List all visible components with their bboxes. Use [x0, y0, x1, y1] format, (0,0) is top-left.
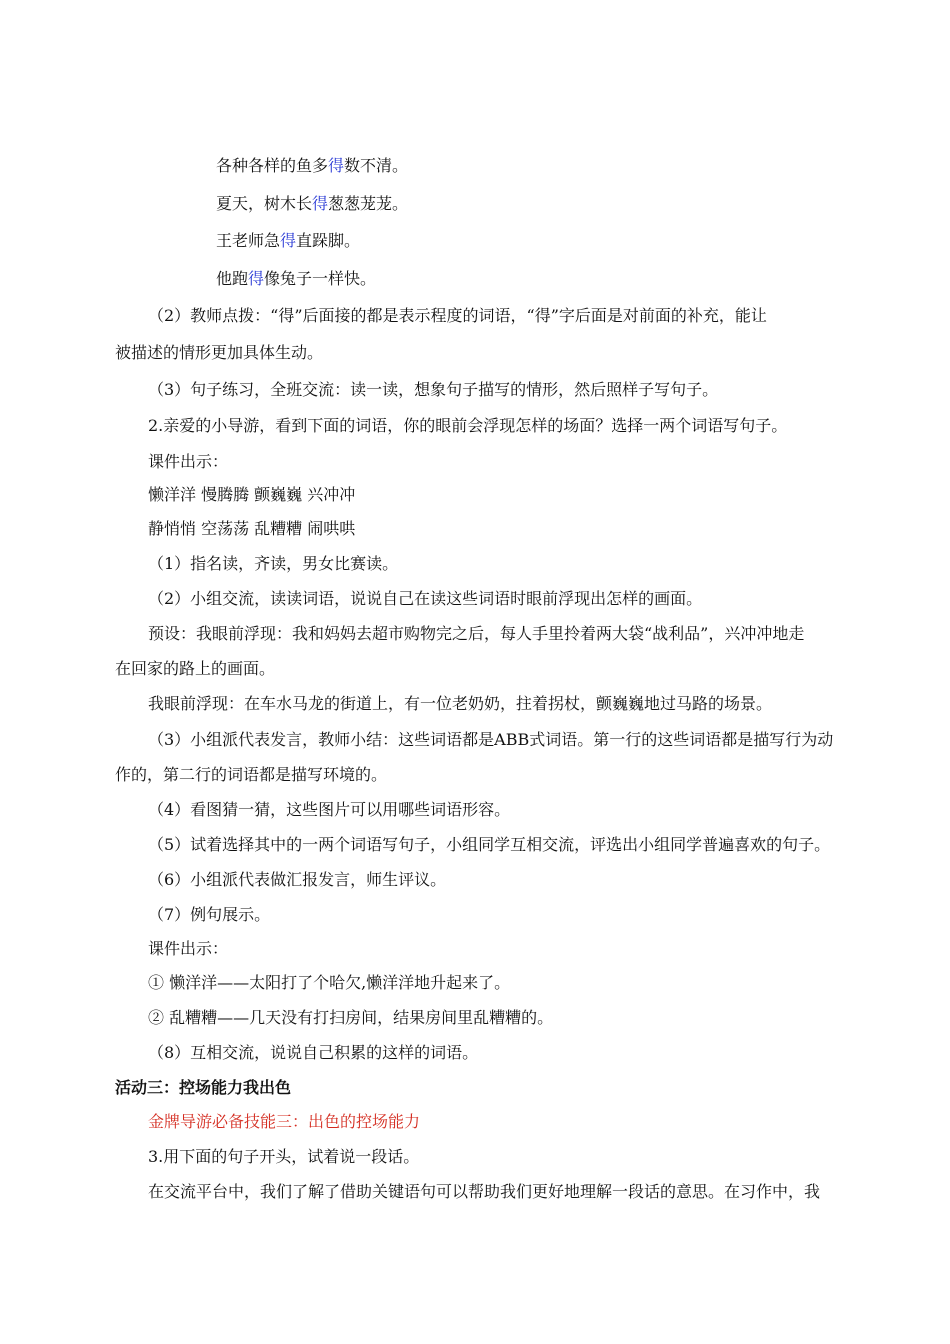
skill-heading: 金牌导游必备技能三：出色的控场能力	[148, 1112, 421, 1131]
example-sentence	[216, 156, 408, 176]
example-item: ① 懒洋洋——太阳打了个哈欠,懒洋洋地升起来了。	[148, 973, 511, 992]
section-heading: 活动三：控场能力我出色	[115, 1078, 292, 1097]
paragraph-line: 预设：我眼前浮现：我和妈妈去超市购物完之后，每人手里拎着两大袋“战利品”，兴冲冲地走	[148, 624, 805, 643]
paragraph-line: 课件出示：	[148, 452, 229, 471]
paragraph-line: （3）小组派代表发言，教师小结：这些词语都是ABB式词语。第一行的这些词语都是描写行为动	[148, 730, 834, 749]
paragraph-line: （3）句子练习，全班交流：读一读，想象句子描写的情形，然后照样子写句子。	[148, 380, 719, 399]
example-sentence	[216, 231, 360, 251]
sentence-text: 王老师急	[216, 231, 281, 250]
paragraph-line: （7）例句展示。	[148, 905, 271, 924]
paragraph-line: 2.亲爱的小导游，看到下面的词语，你的眼前会浮现怎样的场面？选择一两个词语写句子。	[148, 416, 788, 435]
paragraph-line: （4）看图猜一猜，这些图片可以用哪些词语形容。	[148, 800, 511, 819]
paragraph-line: 被描述的情形更加具体生动。	[115, 343, 324, 362]
example-sentence	[216, 269, 376, 289]
sentence-text: 数不清。	[344, 156, 409, 175]
paragraph-line: （1）指名读，齐读，男女比赛读。	[148, 554, 399, 573]
sentence-text: 像兔子一样快。	[264, 269, 377, 288]
paragraph-line: 课件出示：	[148, 939, 229, 958]
highlight-word: 得	[248, 269, 265, 288]
sentence-text: 各种各样的鱼多	[216, 156, 329, 175]
paragraph-line: 我眼前浮现：在车水马龙的街道上，有一位老奶奶，拄着拐杖，颤巍巍地过马路的场景。	[148, 694, 773, 713]
highlight-word: 得	[312, 194, 329, 213]
word-list: 静悄悄 空荡荡 乱糟糟 闹哄哄	[148, 519, 356, 538]
word-list: 懒洋洋 慢腾腾 颤巍巍 兴冲冲	[148, 485, 356, 504]
paragraph-line: （5）试着选择其中的一两个词语写句子，小组同学互相交流，评选出小组同学普遍喜欢的句子。	[148, 835, 831, 854]
example-item: ② 乱糟糟——几天没有打扫房间，结果房间里乱糟糟的。	[148, 1008, 554, 1027]
paragraph-line: 在交流平台中，我们了解了借助关键语句可以帮助我们更好地理解一段话的意思。在习作中，我	[148, 1182, 821, 1201]
paragraph-line: （8）互相交流，说说自己积累的这样的词语。	[148, 1043, 479, 1062]
paragraph-line: 在回家的路上的画面。	[115, 659, 276, 678]
example-sentence	[216, 194, 408, 214]
paragraph-line: 3.用下面的句子开头，试着说一段话。	[148, 1147, 420, 1166]
paragraph-line: （2）小组交流，读读词语，说说自己在读这些词语时眼前浮现出怎样的画面。	[148, 589, 703, 608]
sentence-text: 直跺脚。	[296, 231, 361, 250]
paragraph-line: （6）小组派代表做汇报发言，师生评议。	[148, 870, 447, 889]
sentence-text: 他跑	[216, 269, 249, 288]
sentence-text: 葱葱茏茏。	[328, 194, 409, 213]
paragraph-line: 作的，第二行的词语都是描写环境的。	[115, 765, 388, 784]
highlight-word: 得	[328, 156, 345, 175]
highlight-word: 得	[280, 231, 297, 250]
paragraph-line: （2）教师点拨：“得”后面接的都是表示程度的词语，“得”字后面是对前面的补充，能让	[148, 306, 767, 325]
sentence-text: 夏天，树木长	[216, 194, 313, 213]
